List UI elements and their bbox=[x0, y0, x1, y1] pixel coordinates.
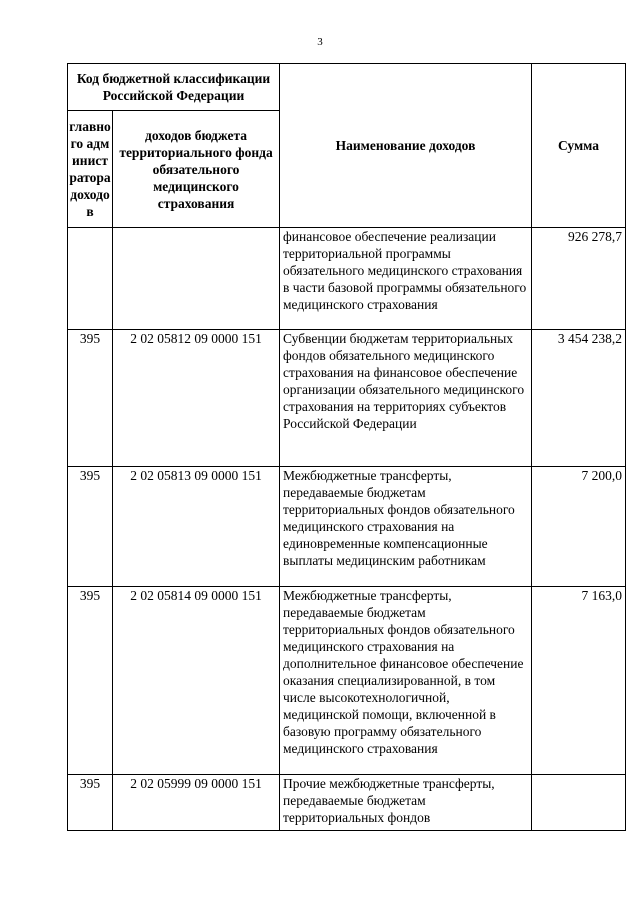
header-row-top bbox=[68, 64, 626, 111]
budget-code-cell: 2 02 05999 09 0000 151 bbox=[113, 775, 280, 831]
sum-cell: 7 200,0 bbox=[532, 467, 626, 587]
budget-classification-header: Код бюджетной классификации Российской Федерации bbox=[68, 64, 280, 111]
admin-code-cell: 395 bbox=[68, 330, 113, 467]
budget-code-cell: 2 02 05813 09 0000 151 bbox=[113, 467, 280, 587]
budget-income-table bbox=[67, 63, 626, 831]
income-code-column-header: доходов бюджета территориального фонда обязательного медицинского страхования bbox=[113, 111, 280, 228]
sum-cell: 7 163,0 bbox=[532, 587, 626, 775]
table-row bbox=[68, 587, 626, 775]
income-name-cell: Прочие межбюджетные трансферты, передаваемые бюджетам территориальных фондов bbox=[280, 775, 532, 831]
table-row bbox=[68, 228, 626, 330]
sum-cell: 926 278,7 bbox=[532, 228, 626, 330]
sum-cell: 3 454 238,2 bbox=[532, 330, 626, 467]
income-name-cell: Субвенции бюджетам территориальных фондов обязательного медицинского страхования на финансовое обеспечение организации обязательного медицинского страхования на территориях субъектов Российской Федерации bbox=[280, 330, 532, 467]
budget-code-cell: 2 02 05814 09 0000 151 bbox=[113, 587, 280, 775]
income-name-header: Наименование доходов bbox=[280, 64, 532, 228]
admin-column-header: главного администратора доходов bbox=[68, 111, 113, 228]
sum-header: Сумма bbox=[532, 64, 626, 228]
admin-code-cell: 395 bbox=[68, 467, 113, 587]
admin-code-cell: 395 bbox=[68, 587, 113, 775]
budget-code-cell bbox=[113, 228, 280, 330]
sum-cell bbox=[532, 775, 626, 831]
admin-code-cell: 395 bbox=[68, 775, 113, 831]
table-row bbox=[68, 467, 626, 587]
budget-code-cell: 2 02 05812 09 0000 151 bbox=[113, 330, 280, 467]
income-name-cell: Межбюджетные трансферты, передаваемые бюджетам территориальных фондов обязательного медицинского страхования на единовременные компенсационные выплаты медицинским работникам bbox=[280, 467, 532, 587]
table-row bbox=[68, 330, 626, 467]
admin-code-cell bbox=[68, 228, 113, 330]
income-name-cell: Межбюджетные трансферты, передаваемые бюджетам территориальных фондов обязательного медицинского страхования на дополнительное финансовое обеспечение оказания специализированной, в том числе высокотехнологичной, медицинской помощи, включенной в базовую программу обязательного медицинского страхования bbox=[280, 587, 532, 775]
income-name-cell: финансовое обеспечение реализации территориальной программы обязательного медицинского страхования в части базовой программы обязательного медицинского страхования bbox=[280, 228, 532, 330]
table-row bbox=[68, 775, 626, 831]
page-number: 3 bbox=[317, 36, 323, 48]
